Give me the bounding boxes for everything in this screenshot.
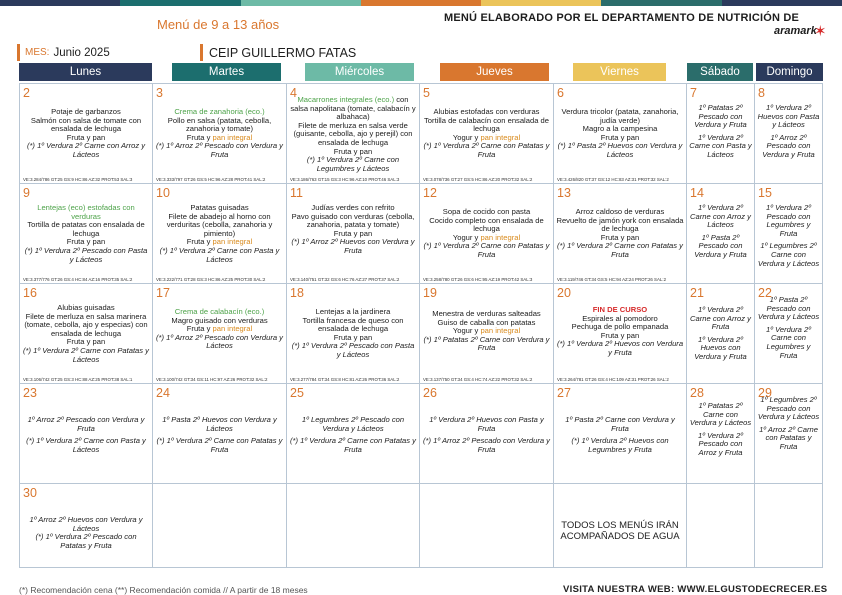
nutrition-info: VE:3.106/742 GT:25 GS:3 HC:88 AZ:25 PROT:38 SAL:1	[23, 377, 133, 382]
menu-content	[556, 306, 684, 358]
dessert: Fruta y pan	[333, 228, 373, 238]
menu-content	[289, 204, 417, 256]
first-course: Alubias guisadas	[57, 303, 115, 312]
day-number: 18	[290, 286, 304, 300]
menu-content	[689, 104, 752, 160]
nutrition-info: VE:3.137/750 GT:34 GS:4 HC:74 AZ:22 PROT:32 SAL:2	[423, 377, 533, 382]
day-cell-28	[687, 384, 754, 483]
dessert: Fruta y pan	[66, 337, 106, 347]
dessert: Fruta y pan	[600, 132, 640, 142]
day-cell-16	[20, 284, 152, 383]
menu-content	[289, 416, 417, 454]
first-course: Verdura tricolor (patata, zanahoria, judía verde)	[561, 107, 679, 125]
day-cell-15	[755, 184, 822, 283]
second-course: Cocido completo con ensalada de lechuga	[429, 215, 544, 234]
day-number: 7	[690, 86, 697, 100]
whole-grain-bread: pan integral	[212, 237, 253, 247]
day-number: 20	[557, 286, 571, 300]
day-number: 4	[290, 86, 297, 100]
dessert: Fruta y pan	[333, 146, 373, 156]
day-cell-9	[20, 184, 152, 283]
nutrition-info: VE:3.333/797 GT:26 GS:5 HC:96 AZ:28 PROT:41 SAL:2	[156, 177, 266, 182]
dessert-text: Yogur y	[452, 232, 481, 242]
day-header-sabado: Sábado	[687, 63, 753, 81]
nutrition-info: VE:3.284/786 GT:25 GS:9 HC:86 AZ:32 PROT:53 SAL:3	[23, 177, 133, 182]
day-header-domingo: Domingo	[756, 63, 823, 81]
day-cell-3	[153, 84, 286, 183]
dessert-text: Fruta y	[186, 324, 213, 334]
first-course: Sopa de cocido con pasta	[442, 207, 531, 216]
day-number: 27	[557, 386, 571, 400]
first-course: Alubias estofadas con verduras	[433, 107, 540, 116]
nutrition-info: VE:3.140/751 GT:32 GS:6 HC:76 AZ:27 PROT:37 SAL:2	[290, 277, 400, 282]
menu-content	[22, 204, 150, 264]
dessert: Fruta y pan	[600, 232, 640, 242]
dinner-recommendation: (*) 1º Verdura 2º Carne con Legumbres y Lácteos	[306, 155, 400, 173]
day-header-jueves: Jueves	[440, 63, 549, 81]
dinner-suggestion: 1º Legumbres 2º Carne con Verdura y Lácteos	[757, 241, 820, 268]
lunch-suggestion: 1º Verdura 2º Carne con Arroz y Fruta	[690, 305, 751, 332]
menu-content	[422, 208, 551, 260]
day-cell-26	[420, 384, 553, 483]
dinner-recommendation: (*) 1º Verdura 2º Pescado con Pasta y Lácteos	[291, 341, 415, 359]
menu-content	[689, 204, 752, 260]
month-value: Junio 2025	[53, 46, 110, 59]
day-cell-4	[287, 84, 419, 183]
day-header-miercoles: Miércoles	[305, 63, 414, 81]
dessert-text: Yogur y	[452, 326, 481, 336]
day-number: 17	[156, 286, 170, 300]
second-course: Guiso de caballa con patatas	[437, 317, 536, 327]
day-number: 22	[758, 286, 772, 300]
menu-content	[556, 108, 684, 160]
dinner-recommendation: (*) 1º Arroz 2º Huevos con Verdura y Fruta	[291, 237, 415, 255]
day-number: 11	[290, 186, 303, 200]
day-number: 30	[23, 486, 37, 500]
whole-grain-bread: pan integral	[212, 324, 253, 334]
menu-content	[155, 204, 284, 264]
nutrition-info: VE:3.078/736 GT:27 GS:5 HC:86 AZ:20 PROT:32 SAL:2	[423, 177, 533, 182]
menu-content	[155, 108, 284, 160]
day-cell-7	[687, 84, 754, 183]
menu-content	[757, 204, 820, 268]
dinner-recommendation: (*) 1º Verdura 2º Pescado con Pasta y Lácteos	[24, 245, 148, 264]
day-number: 13	[557, 186, 571, 200]
menu-content	[556, 416, 684, 454]
day-cell-23	[20, 384, 152, 483]
lunch-suggestion: 1º Pasta 2º Pescado con Verdura y Lácteos	[757, 295, 820, 322]
second-course: Pollo en salsa (patata, cebolla, zanahoria y tomate)	[167, 115, 272, 134]
day-cell-10	[153, 184, 286, 283]
menu-content	[757, 396, 820, 452]
dessert: Fruta y pan	[333, 332, 373, 342]
top-bar-segment	[0, 0, 120, 6]
top-bar-segment	[361, 0, 481, 6]
dinner-recommendation: (*) 1º Verdura 2º Carne con Patatas y Fruta	[557, 241, 683, 259]
day-number: 16	[23, 286, 37, 300]
menu-age-title: Menú de 9 a 13 años	[157, 17, 280, 32]
grid-line	[822, 83, 823, 568]
first-course: Patatas guisadas	[190, 203, 249, 212]
day-cell-13	[554, 184, 686, 283]
first-course-eco: Macarrones integrales (eco.)	[297, 95, 395, 104]
top-bar-segment	[241, 0, 361, 6]
dessert-text: Fruta y	[186, 237, 213, 247]
day-number: 26	[423, 386, 437, 400]
month-field	[17, 44, 193, 61]
nutrition-info: VE:3.377/776 GT:26 GS:4 HC:84 AZ:16 PROT:35 SAL:2	[23, 277, 133, 282]
second-course: Tortilla de calabacín con ensalada de lechuga	[424, 115, 549, 134]
dinner-recommendation: (*) 1º Arroz 2º Pescado con Verdura y Lácteos	[156, 332, 283, 351]
dinner-suggestion: (*) 1º Verdura 2º Carne con Patatas y Fruta	[156, 436, 283, 454]
footer-note: (*) Recomendación cena (**) Recomendación comida // A partir de 18 meses	[19, 585, 308, 595]
day-cell-21	[687, 284, 754, 383]
end-of-term-label: FIN DE CURSO	[592, 305, 648, 314]
first-course: Crema de calabacín (eco.)	[174, 307, 265, 316]
lunch-suggestion: 1º Legumbres 2º Pescado con Verdura y Lácteos	[757, 395, 820, 422]
dinner-suggestion: 1º Verdura 2º Carne con Pasta y Lácteos	[689, 132, 752, 159]
day-cell-19	[420, 284, 553, 383]
day-cell-25	[287, 384, 419, 483]
nutrition-info: VE:3.264/781 GT:26 GS:4 HC:109 AZ:31 PROT:26 SAL:2	[557, 377, 669, 382]
menu-content	[22, 516, 150, 550]
day-cell-5	[420, 84, 553, 183]
whole-grain-bread: pan integral	[480, 232, 521, 242]
day-cell-8	[755, 84, 822, 183]
day-cell-6	[554, 84, 686, 183]
day-number: 3	[156, 86, 163, 100]
nutrition-info: VE:3.100/742 GT:34 GS:11 HC:97 AZ:26 PROT:32 SAL:2	[156, 377, 268, 382]
menu-content	[689, 402, 752, 458]
first-course: Crema de zanahoria (eco.)	[174, 107, 265, 116]
menu-content	[757, 104, 820, 160]
day-cell-22	[755, 284, 822, 383]
lunch-suggestion: 1º Arroz 2º Huevos con Verdura y Lácteos	[29, 515, 143, 533]
top-bar-segment	[481, 0, 601, 6]
second-course: Tortilla de patatas con ensalada de lechuga	[27, 220, 145, 238]
day-number: 24	[156, 386, 170, 400]
top-bar-segment	[120, 0, 240, 6]
day-header-martes: Martes	[172, 63, 281, 81]
day-number: 6	[557, 86, 564, 100]
lunch-suggestion: 1º Pasta 2º Carne con Verdura y Fruta	[565, 415, 675, 433]
day-cell-14	[687, 184, 754, 283]
dinner-recommendation: (*) 1º Verdura 2º Carne con Patatas y Fruta	[423, 141, 550, 159]
day-cell-27	[554, 384, 686, 483]
second-course: Magro guisado con verduras	[171, 315, 268, 325]
menu-content	[289, 308, 417, 360]
whole-grain-bread: pan integral	[480, 326, 521, 336]
water-notice: TODOS LOS MENÚS IRÁN ACOMPAÑADOS DE AGUA	[560, 520, 680, 542]
second-course: Filete de abadejo al horno con verduritas (cebolla, zanahoria y pimiento)	[166, 211, 273, 238]
nutrition-info: VE:3.186/763 GT:15 GS:3 HC:96 AZ:10 PROT:46 SAL:3	[290, 177, 400, 182]
dinner-recommendation: (*) 1º Verdura 2º Carne con Patatas y Lácteos	[23, 345, 149, 364]
day-cell-20	[554, 284, 686, 383]
grid-line	[19, 567, 823, 568]
nutrition-info: VE:3.258/780 GT:26 GS:6 HC:95 AZ:19 PROT:42 SAL:3	[423, 277, 533, 282]
day-number: 15	[758, 186, 772, 200]
dinner-recommendation: (*) 1º Verdura 2º Carne con Patatas y Fruta	[423, 241, 550, 259]
second-course: Magro a la campesina	[582, 124, 658, 134]
lunch-suggestion: 1º Verdura 2º Pescado con Legumbres y Fruta	[766, 203, 811, 238]
second-course: Filete de merluza en salsa verde (guisante, cebolla, ajo y perejil) con ensalada de lechuga	[293, 120, 413, 147]
menu-content	[422, 108, 551, 160]
nutrition-info: VE:3.277/784 GT:34 GS:8 HC:81 AZ:26 PROT:36 SAL:2	[290, 377, 400, 382]
lunch-suggestion: 1º Patatas 2º Pescado con Verdura y Fruta	[694, 103, 747, 130]
dinner-suggestion: 1º Arroz 2º Carne con Patatas y Fruta	[759, 424, 818, 451]
dinner-suggestion: 1º Pasta 2º Pescado con Verdura y Fruta	[694, 232, 747, 259]
day-number: 29	[758, 386, 772, 400]
menu-content	[155, 416, 284, 454]
day-number: 23	[23, 386, 37, 400]
dinner-recommendation: (*) 1º Verdura 2º Carne con Arroz y Lácteos	[26, 141, 146, 159]
first-course: Espirales al pomodoro	[582, 313, 658, 323]
first-course: Judías verdes con refrito	[311, 203, 395, 212]
day-number: 9	[23, 186, 30, 200]
day-cell-11	[287, 184, 419, 283]
dinner-recommendation: (*) 1º Patatas 2º Carne con Verdura y Fruta	[423, 334, 550, 353]
whole-grain-bread: pan integral	[212, 132, 253, 142]
day-cell-24	[153, 384, 286, 483]
second-course: Revuelto de jamón york con ensalada de lechuga	[556, 215, 684, 234]
day-number: 28	[690, 386, 704, 400]
second-course: Pavo guisado con verduras (cebolla, zanahoria, patata y tomate)	[291, 211, 415, 230]
lunch-suggestion: 1º Arroz 2º Pescado con Verdura y Fruta	[27, 415, 145, 433]
nutrition-info: VE:3.222/771 GT:28 GS:3 HC:86 AZ:25 PROT:30 SAL:2	[156, 277, 266, 282]
day-header-viernes: Viernes	[573, 63, 666, 81]
lunch-suggestion: 1º Verdura 2º Huevos con Pasta y Lácteos	[757, 103, 820, 130]
lunch-suggestion: 1º Verdura 2º Carne con Arroz y Lácteos	[690, 203, 751, 230]
second-course: Pechuga de pollo empanada	[571, 322, 669, 332]
dinner-suggestion: (*) 1º Arroz 2º Pescado con Verdura y Fruta	[423, 436, 550, 454]
menu-content	[22, 304, 150, 364]
first-course: Potaje de garbanzos	[51, 107, 121, 116]
dinner-suggestion: (*) 1º Verdura 2º Pescado con Patatas y Fruta	[35, 532, 137, 550]
lunch-suggestion: 1º Legumbres 2º Pescado con Verdura y Lácteos	[301, 415, 405, 433]
first-course: Arroz caldoso de verduras	[575, 207, 665, 216]
dinner-recommendation: (*) 1º Verdura 2º Carne con Pasta y Lácteos	[159, 245, 280, 264]
month-label: MES:	[25, 47, 50, 58]
nutrition-info: VE:3.426/820 GT:37 GS:12 HC:83 AZ:31 PROT:32 SAL:2	[557, 177, 669, 182]
dinner-suggestion: 1º Verdura 2º Huevos con Verdura y Fruta	[694, 334, 747, 361]
day-cell-2	[20, 84, 152, 183]
day-number: 19	[423, 286, 437, 300]
menu-content	[22, 416, 150, 454]
menu-content	[422, 416, 551, 454]
dinner-recommendation: (*) 1º Arroz 2º Pescado con Verdura y Fruta	[156, 141, 283, 159]
dinner-suggestion: (*) 1º Verdura 2º Carne con Pasta y Lácteos	[26, 436, 146, 454]
day-cell-12	[420, 184, 553, 283]
first-course: Menestra de verduras salteadas	[432, 309, 541, 318]
menu-content	[556, 208, 684, 260]
menu-content	[422, 310, 551, 353]
whole-grain-bread: pan integral	[480, 132, 521, 142]
dinner-suggestion: 1º Arroz 2º Pescado con Verdura y Fruta	[762, 132, 815, 159]
day-number: 25	[290, 386, 304, 400]
menu-content	[689, 306, 752, 362]
second-course: Filete de merluza en salsa marinera (tomate, cebolla, ajo y especias) con ensalada de lechuga	[24, 311, 148, 338]
day-number: 12	[423, 186, 437, 200]
day-number: 2	[23, 86, 30, 100]
menu-content	[155, 308, 284, 351]
dinner-recommendation: (*) 1º Pasta 2º Huevos con Verdura y Lácteos	[557, 141, 683, 159]
school-name: CEIP GUILLERMO FATAS	[200, 44, 440, 61]
dinner-suggestion: (*) 1º Verdura 2º Huevos con Legumbres y Fruta	[571, 436, 669, 454]
website-link[interactable]: VISITA NUESTRA WEB: WWW.ELGUSTODECRECER.ES	[563, 584, 828, 595]
day-number: 10	[156, 186, 170, 200]
day-number: 14	[690, 186, 704, 200]
dinner-suggestion: 1º Verdura 2º Pescado con Arroz y Fruta	[698, 430, 743, 457]
dessert: Fruta y pan	[66, 237, 106, 247]
first-course	[289, 96, 417, 122]
dessert: Fruta y pan	[66, 132, 106, 142]
dessert: Fruta y pan	[600, 330, 640, 340]
menu-content	[22, 108, 150, 160]
top-color-bar	[0, 0, 842, 6]
top-bar-segment	[601, 0, 721, 6]
second-course: Tortilla francesa de queso con ensalada de lechuga	[302, 315, 404, 334]
day-cell-30	[20, 484, 152, 567]
dinner-suggestion: 1º Verdura 2º Carne con Legumbres y Fruta	[766, 324, 811, 360]
menu-content	[757, 296, 820, 360]
day-number: 8	[758, 86, 765, 100]
second-course: Salmón con salsa de tomate con ensalada de lechuga	[30, 115, 142, 134]
lunch-suggestion: 1º Pasta 2º Huevos con Verdura y Lácteos	[162, 415, 277, 433]
lunch-suggestion: 1º Patatas 2º Carne con Verdura y Lácteos	[689, 401, 752, 428]
brand-star-icon: ✶	[814, 23, 827, 40]
dinner-recommendation: (*) 1º Verdura 2º Huevos con Verdura y Fruta	[556, 339, 684, 357]
brand-logo-text: aramark	[774, 25, 817, 37]
top-bar-segment	[722, 0, 842, 6]
day-header-lunes: Lunes	[19, 63, 152, 81]
day-cell-29	[755, 384, 822, 483]
nutrition-info: VE:3.119/746 GT:34 GS:5 HC:94 AZ:24 PROT:26 SAL:2	[557, 277, 667, 282]
day-number: 5	[423, 86, 430, 100]
day-cell-17	[153, 284, 286, 383]
dinner-suggestion: (*) 1º Verdura 2º Carne con Patatas y Fruta	[290, 436, 416, 454]
dessert-text: Fruta y	[186, 132, 213, 142]
day-number: 21	[690, 286, 704, 300]
department-title: MENÚ ELABORADO POR EL DEPARTAMENTO DE NUTRICIÓN DE	[444, 12, 800, 24]
first-course: Lentejas a la jardinera	[315, 307, 391, 316]
first-course-rest: con salsa napolitana (tomate, calabacín y albahaca)	[290, 95, 416, 122]
dessert-text: Yogur y	[452, 132, 481, 142]
first-course: Lentejas (eco) estofadas con verduras	[37, 203, 135, 221]
day-cell-18	[287, 284, 419, 383]
lunch-suggestion: 1º Verdura 2º Huevos con Pasta y Fruta	[429, 415, 544, 433]
water-notice-cell	[554, 484, 686, 567]
menu-content	[289, 96, 417, 173]
